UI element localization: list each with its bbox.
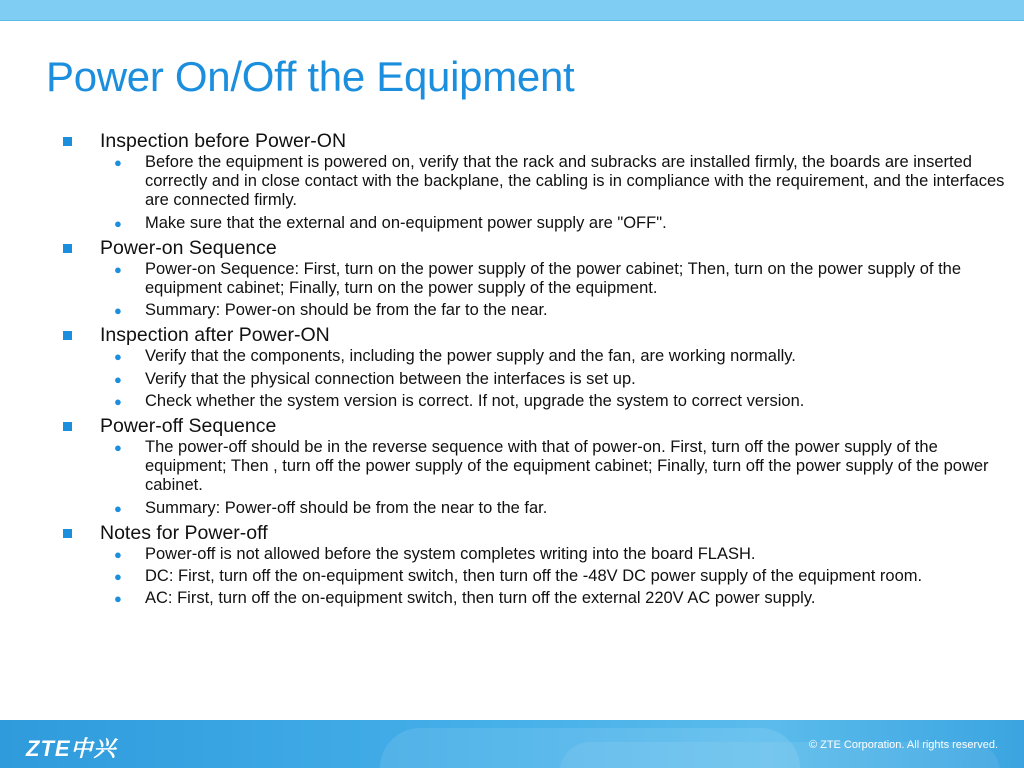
section-heading [58, 323, 1008, 347]
section-heading [58, 521, 1008, 545]
section-heading [58, 236, 1008, 260]
list-item [114, 567, 1008, 586]
square-bullet-icon [63, 137, 72, 146]
item-text: Power-on Sequence: First, turn on the power supply of the power cabinet; Then, turn on the power supply of the equipment cabinet; Finally, turn on the power supply of the equipment. [145, 259, 962, 298]
top-banner [0, 0, 1024, 21]
heading-text: Inspection after Power-ON [100, 324, 330, 347]
list-item [114, 589, 1008, 608]
dot-bullet-icon: ● [114, 546, 122, 562]
dot-bullet-icon: ● [114, 569, 122, 585]
section-notes-power-off [58, 521, 1008, 609]
square-bullet-icon [63, 422, 72, 431]
list-item [114, 438, 1008, 496]
list-item [114, 544, 1008, 564]
list-item [114, 498, 1008, 518]
item-text: Verify that the physical connection between the interfaces is set up. [145, 369, 636, 388]
list-item [114, 391, 1008, 411]
heading-text: Notes for Power-off [100, 521, 268, 544]
dot-bullet-icon: ● [114, 261, 122, 277]
copyright-notice: © ZTE Corporation. All rights reserved. [808, 739, 998, 751]
dot-bullet-icon: ● [114, 440, 122, 456]
heading-text: Inspection before Power-ON [100, 130, 347, 152]
square-bullet-icon [63, 529, 72, 538]
item-text: Verify that the components, including the power supply and the fan, are working normally. [145, 347, 796, 366]
slide-content [58, 128, 1008, 611]
section-inspection-before [58, 129, 1008, 233]
dot-bullet-icon: ● [114, 371, 122, 387]
zte-logo: ZTE中兴 [26, 736, 117, 761]
item-text: Summary: Power-on should be from the far to the near. [145, 301, 548, 320]
list-item [114, 259, 1008, 298]
list-item [114, 347, 1008, 366]
dot-bullet-icon: ● [114, 215, 122, 231]
item-text: Power-off is not allowed before the system completes writing into the board FLASH. [145, 544, 756, 563]
list-item [114, 153, 1008, 211]
list-item [114, 369, 1008, 389]
section-heading [58, 129, 1008, 153]
list-item [114, 213, 1008, 233]
heading-text: Power-on Sequence [100, 236, 277, 259]
section-power-on-sequence [58, 236, 1008, 321]
item-text: AC: First, turn off the on-equipment switch, then turn off the external 220V AC power supply. [145, 589, 816, 608]
item-text: Make sure that the external and on-equipment power supply are "OFF". [145, 213, 667, 232]
dot-bullet-icon: ● [114, 155, 122, 170]
list-item [114, 301, 1008, 320]
item-text: Summary: Power-off should be from the near to the far. [145, 498, 548, 517]
item-text: The power-off should be in the reverse sequence with that of power-on. First, turn off the power supply of the equipment; Then , turn off the power supply of the equipment cabinet; Finally, turn off the power supply of the power cabinet. [145, 438, 989, 495]
square-bullet-icon [63, 331, 72, 340]
section-inspection-after [58, 323, 1008, 411]
slide-title: Power On/Off the Equipment [46, 53, 575, 100]
dot-bullet-icon: ● [114, 591, 122, 607]
dot-bullet-icon: ● [114, 303, 122, 319]
item-text: Check whether the system version is correct. If not, upgrade the system to correct version. [145, 391, 805, 410]
dot-bullet-icon: ● [114, 500, 122, 516]
section-heading [58, 414, 1008, 438]
item-text: Before the equipment is powered on, verify that the rack and subracks are installed firmly, the boards are inserted correctly and in close contact with the backplane, the cabling is in compliance with the requirement, and the interfaces are connected firmly. [145, 153, 1005, 210]
heading-text: Power-off Sequence [100, 415, 277, 438]
square-bullet-icon [63, 244, 72, 253]
item-text: DC: First, turn off the on-equipment switch, then turn off the -48V DC power supply of the equipment room. [145, 567, 923, 586]
dot-bullet-icon: ● [114, 349, 122, 365]
dot-bullet-icon: ● [114, 393, 122, 409]
section-power-off-sequence [58, 414, 1008, 518]
